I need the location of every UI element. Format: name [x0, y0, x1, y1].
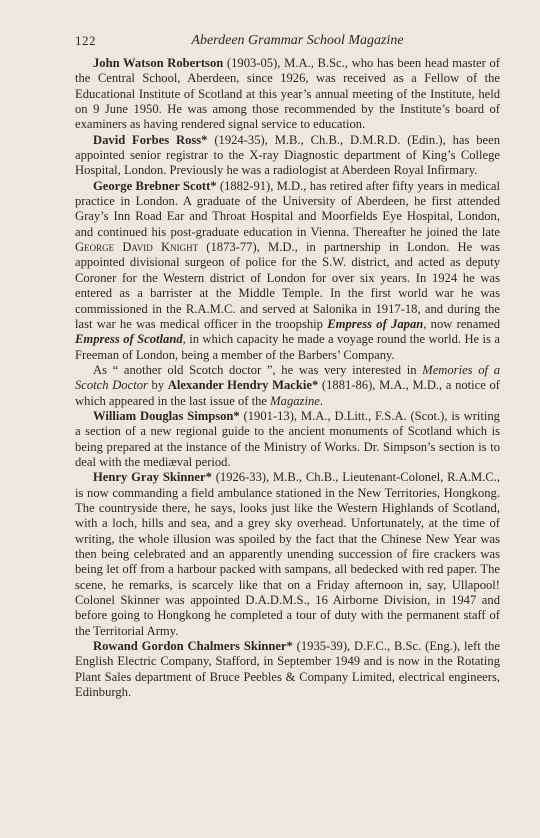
entry-text: (1881-86), M.A., M.D., a notice of which appeared in the last issue of the: [75, 378, 501, 408]
entry-name: David Forbes Ross*: [93, 132, 208, 147]
page-number: 122: [75, 33, 96, 48]
entry-henry-skinner: [75, 470, 500, 639]
entry-text: , in which capacity he made a voyage round the world. He is a Freeman of London, being a member of the Barbers’ Company.: [75, 332, 500, 362]
entry-text: (1873-77), M.D., in partnership in London. He was appointed divisional surgeon of police for the S.W. district, and acted as deputy Coroner for the Western district of London for over six years. In 1924 he was entered as a barrister at the Middle Temple. In the first world war he was commissioned in the R.A.M.C. and served at Salonika in 1917-18, and during the last war he was medical officer in the troopship: [75, 240, 500, 331]
entry-text: by: [147, 378, 168, 393]
running-title: Aberdeen Grammar School Magazine: [191, 33, 404, 48]
entry-text: , now renamed: [423, 316, 500, 331]
entry-scott: [75, 179, 500, 363]
entry-text: (1882-91), M.D., has retired after fifty years in medical practice in London. A graduate of the University of Aberdeen, he first attended Gray’s Inn Road Ear and Throat Hospital and Moorfields Eye Hospital, London, and continued his post-graduate education in Vienna. Thereafter he joined the late: [75, 178, 500, 239]
entry-name: George Brebner Scott*: [93, 178, 217, 193]
entry-ross: [75, 133, 500, 179]
magazine-title: Magazine: [270, 393, 320, 408]
entry-name: Rowand Gordon Chalmers Skinner*: [93, 639, 293, 654]
entry-text: (1903-05), M.A., B.Sc., who has been head master of the Central School, Aberdeen, since 1926, was received as a Fellow of the Educational Institute of Scotland at this year’s annual meeting of the Institute, held on 9 June 1950. He was among those recommended by the Institute’s board of examiners as having rendered signal service to education.: [75, 56, 500, 132]
entry-text: As “ another old Scotch doctor ”, he was very interested in: [93, 362, 423, 377]
entry-name: John Watson Robertson: [93, 56, 224, 70]
book-title: Memories of a Scotch Doctor: [75, 362, 500, 393]
entry-text: (1901-13), M.A., D.Litt., F.S.A. (Scot.), is writing a section of a new regional guide to the ancient monuments of Scotland which is being prepared at the instance of the Ministry of Works. Dr. Simpson’s section is to deal with the mediæval period.: [75, 408, 500, 469]
entry-text: (1926-33), M.B., Ch.B., Lieutenant-Colonel, R.A.M.C., is now commanding a field ambulance stationed in the New Territories, Hongkong. The countryside there, he says, looks just like the Western Highlands of Scotland, with a loch, hills and sea, and a grey sky overhead. Unfortunately, at the time of writing, the whole illusion was spoiled by the fact that the Chinese New Year was then being celebrated and an apparently unending succession of fire crackers was being let off from a harbour packed with sampans, all bedecked with red paper. The scene, he remarks, is scarcely like that on a Friday afternoon in, say, Ullapool! Colonel Skinner was appointed D.A.D.M.S., 16 Airborne Division, in 1947 and before going to Hongkong he completed a tour of duty with the permanent staff of the Territorial Army.: [75, 470, 500, 638]
entry-name: Henry Gray Skinner*: [93, 470, 212, 485]
small-caps-name: George David Knight: [75, 240, 199, 255]
entry-text: (1935-39), D.F.C., B.Sc. (Eng.), left the English Electric Company, Stafford, in September 1949 and is now in the Rotating Plant Sales department of Bruce Peebles & Company Limited, electrical engineers, Edinburgh.: [75, 639, 500, 700]
entry-name: William Douglas Simpson*: [93, 408, 240, 423]
ship-name: Empress of Japan: [327, 316, 424, 331]
entry-simpson: [75, 409, 500, 470]
entry-text: (1924-35), M.B., Ch.B., D.M.R.D. (Edin.), has been appointed senior registrar to the X-ray Diagnostic department of King’s College Hospital, London. Previously he was a radiologist at Aberdeen Royal Infirmary.: [75, 132, 500, 178]
page-header: [75, 33, 500, 53]
entry-mackie: [75, 363, 500, 409]
ship-name: Empress of Scotland: [75, 332, 183, 347]
entry-rowand-skinner: [75, 639, 500, 700]
page-body: [75, 56, 500, 700]
entry-name: Alexander Hendry Mackie*: [167, 378, 319, 393]
entry-robertson: [75, 56, 500, 133]
entry-text: .: [319, 393, 323, 408]
